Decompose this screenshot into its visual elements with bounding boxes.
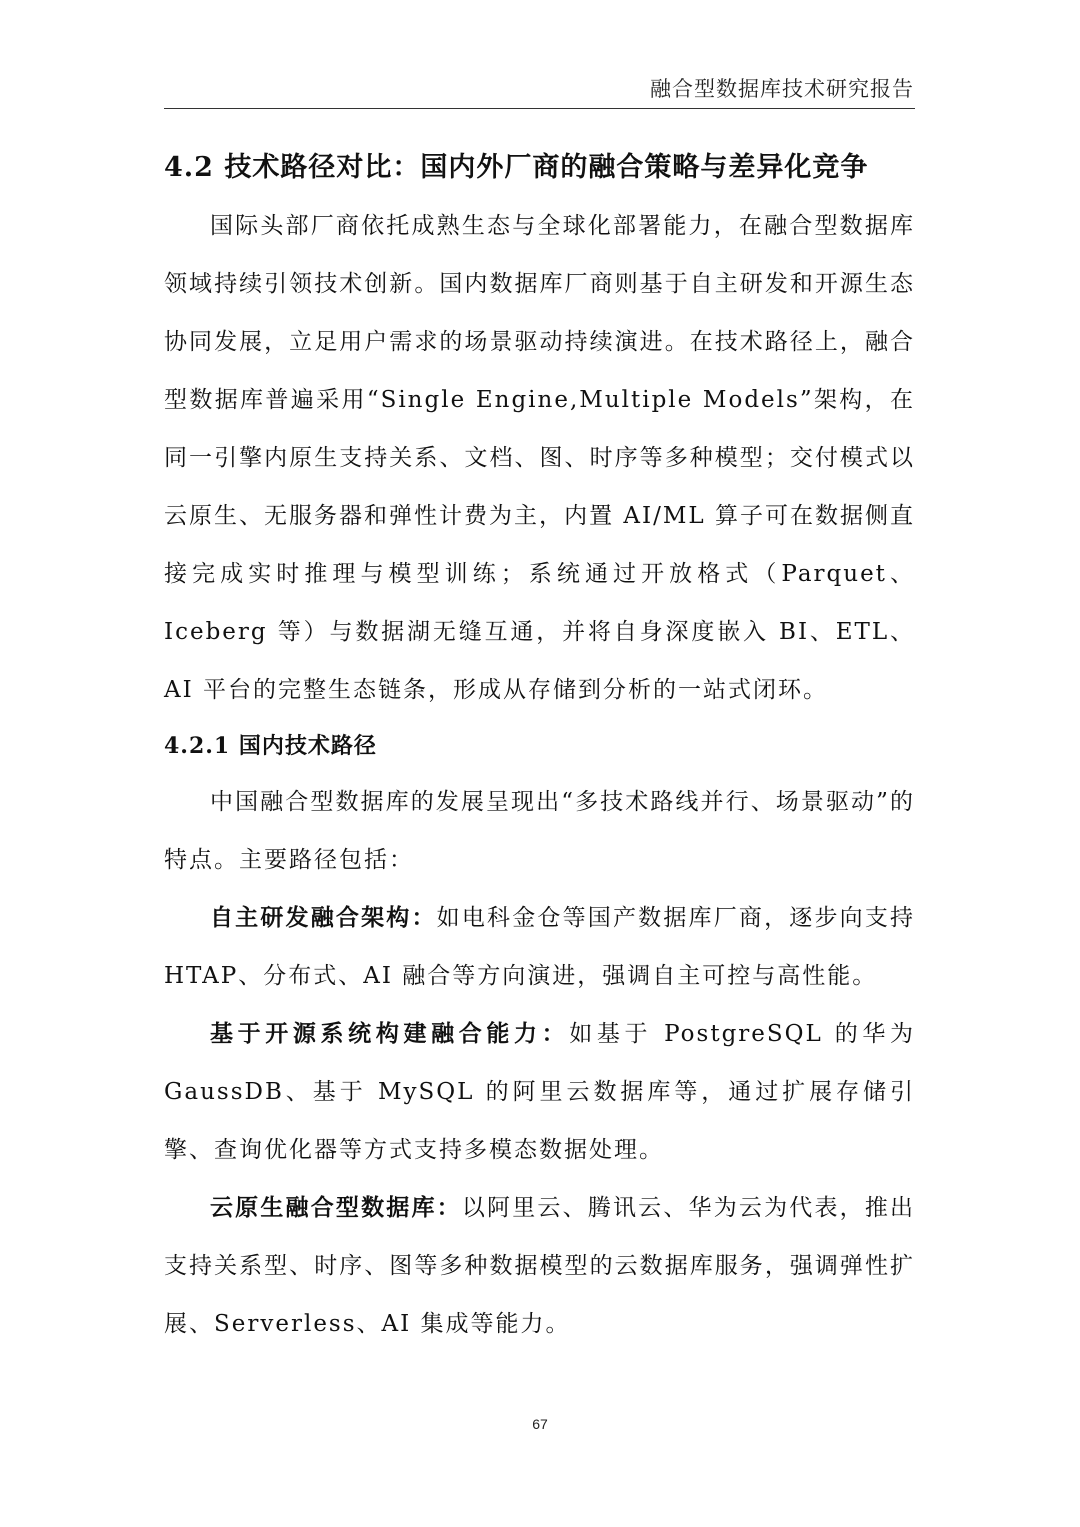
path-paragraph-open-source bbox=[164, 1005, 915, 1179]
subsection-intro-paragraph: 中国融合型数据库的发展呈现出“多技术路线并行、场景驱动”的特点。主要路径包括： bbox=[164, 789, 915, 873]
header-divider bbox=[164, 108, 915, 109]
path-term: 基于开源系统构建融合能力： bbox=[210, 1020, 570, 1047]
path-term: 自主研发融合架构： bbox=[210, 904, 437, 931]
page-number: 67 bbox=[532, 1416, 548, 1432]
page-content bbox=[164, 145, 915, 1353]
path-description: 以阿里云、腾讯云、华为云为代表，推出支持关系型、时序、图等多种数据模型的云数据库服务，强调弹性扩展、Serverless、AI 集成等能力。 bbox=[164, 1195, 916, 1337]
path-paragraph-cloud-native bbox=[164, 1179, 915, 1353]
path-description: 如电科金仓等国产数据库厂商，逐步向支持 HTAP、分布式、AI 融合等方向演进，强调自主可控与高性能。 bbox=[164, 905, 916, 989]
subsection-title: 4.2.1 国内技术路径 bbox=[164, 733, 377, 759]
path-paragraph-independent-rd bbox=[164, 889, 915, 1005]
section-intro-paragraph: 国际头部厂商依托成熟生态与全球化部署能力，在融合型数据库领域持续引领技术创新。国内数据库厂商则基于自主研发和开源生态协同发展，立足用户需求的场景驱动持续演进。在技术路径上，融合型数据库普遍采用“Single Engine,Multiple Models”架构，在同一引擎内原生支持关系、文档、图、时序等多种模型；交付模式以云原生、无服务器和弹性计费为主，内置 AI/ML 算子可在数据侧直接完成实时推理与模型训练；系统通过开放格式（Parquet、Iceberg 等）与数据湖无缝互通，并将自身深度嵌入 BI、ETL、AI 平台的完整生态链条，形成从存储到分析的一站式闭环。 bbox=[164, 213, 915, 703]
path-term: 云原生融合型数据库： bbox=[210, 1194, 462, 1221]
running-header: 融合型数据库技术研究报告 bbox=[650, 77, 914, 101]
path-description: 如基于 PostgreSQL 的华为 GaussDB、基于 MySQL 的阿里云数据库等，通过扩展存储引擎、查询优化器等方式支持多模态数据处理。 bbox=[164, 1021, 916, 1163]
section-title: 4.2 技术路径对比：国内外厂商的融合策略与差异化竞争 bbox=[164, 152, 869, 183]
